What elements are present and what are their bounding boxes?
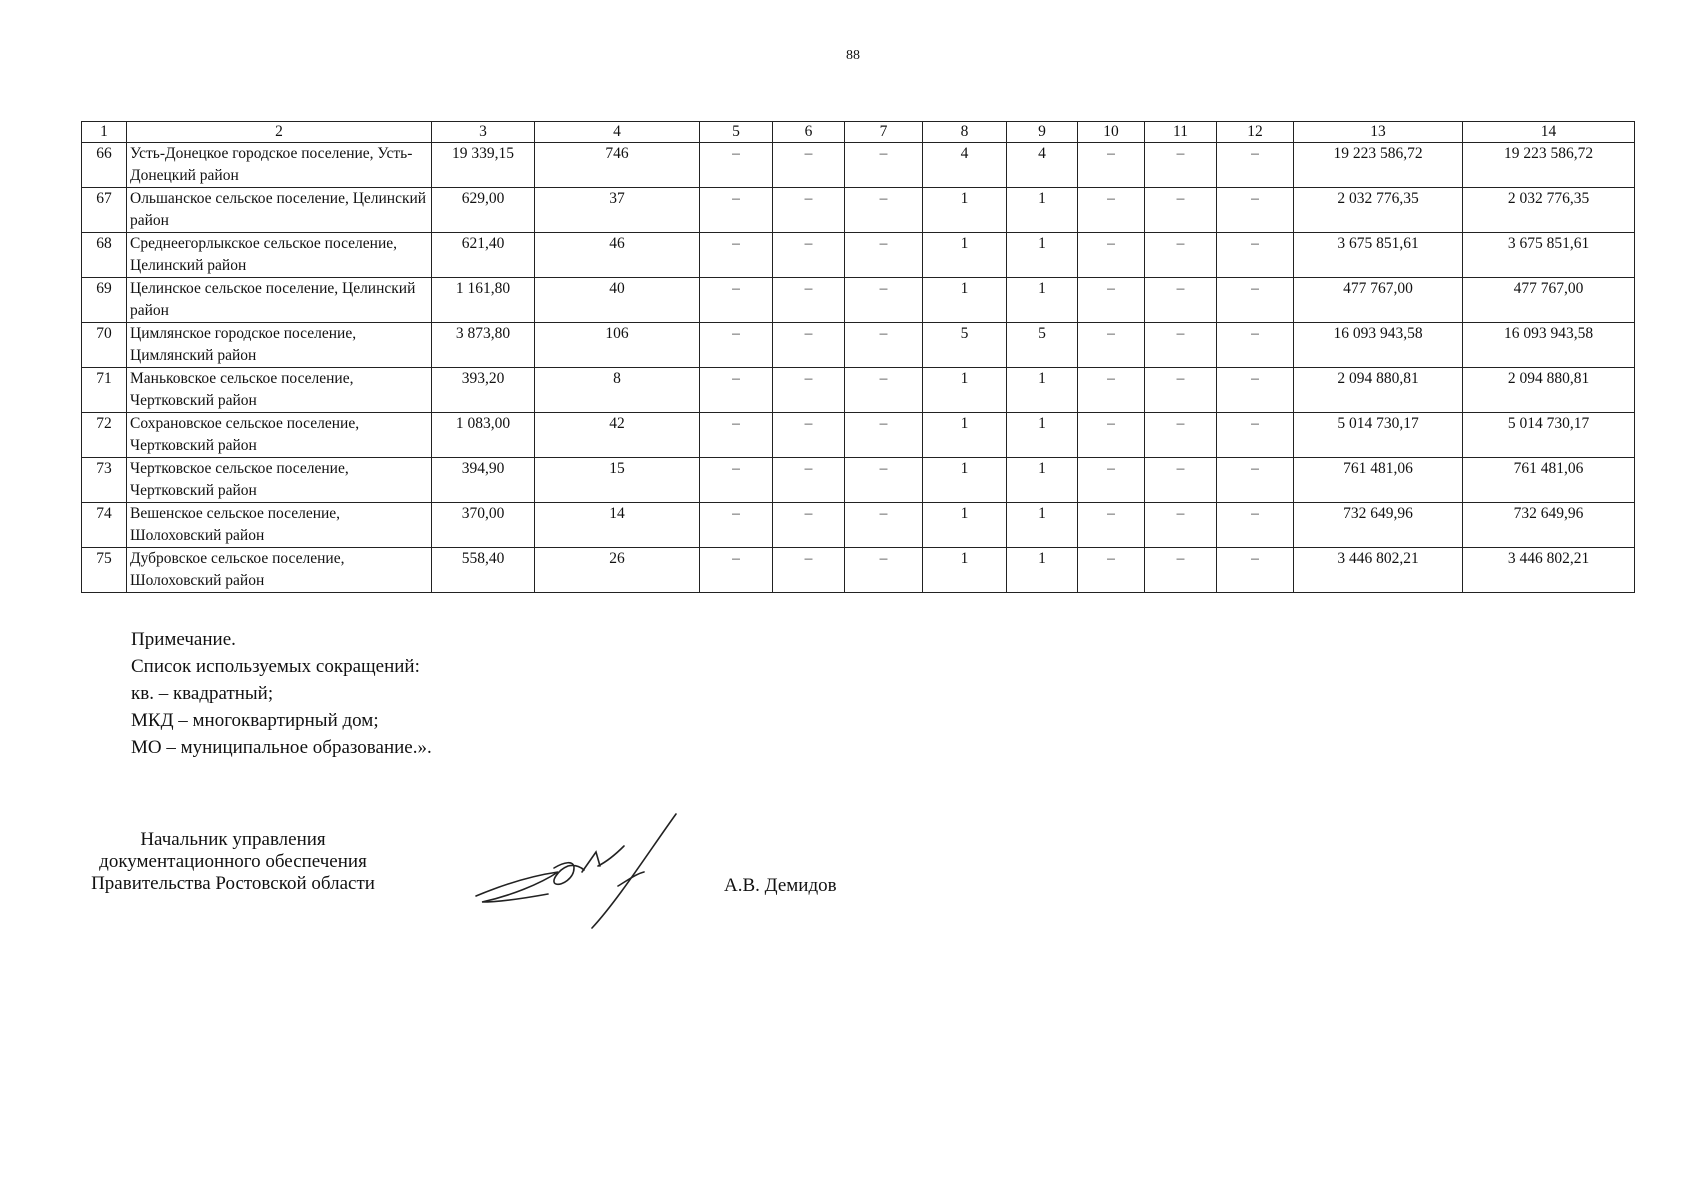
note-line: кв. – квадратный; [131,683,274,704]
table-cell: 4 [1007,143,1078,188]
municipality-name-cell: Сохрановское сельское поселение, Чертковский район [127,413,432,458]
table-cell: 19 339,15 [432,143,535,188]
table-cell: 732 649,96 [1294,503,1463,548]
table-cell: 15 [535,458,700,503]
table-cell: – [700,413,773,458]
table-cell: 746 [535,143,700,188]
municipality-name-cell: Целинское сельское поселение, Целинский район [127,278,432,323]
table-cell: – [700,458,773,503]
table-cell: – [773,323,845,368]
table-cell: – [845,143,923,188]
table-cell: 1 [1007,503,1078,548]
table-cell: – [1078,458,1145,503]
table-cell: – [1145,413,1217,458]
table-cell: 761 481,06 [1463,458,1635,503]
table-cell: 16 093 943,58 [1294,323,1463,368]
table-cell: – [773,413,845,458]
table-cell: 3 675 851,61 [1463,233,1635,278]
table-cell: – [1217,188,1294,233]
table-cell: – [1078,278,1145,323]
table-cell: 19 223 586,72 [1463,143,1635,188]
table-cell: 393,20 [432,368,535,413]
table-cell: 477 767,00 [1463,278,1635,323]
column-header: 11 [1145,122,1217,143]
table-cell: – [700,503,773,548]
signature-icon [470,810,690,930]
page-number: 88 [846,48,860,63]
table-cell: 558,40 [432,548,535,593]
table-cell: – [700,548,773,593]
table-row [82,278,1635,323]
column-header: 9 [1007,122,1078,143]
table-cell: – [773,233,845,278]
table-cell: 1 [923,233,1007,278]
table-cell: – [773,548,845,593]
table-cell: 1 [1007,458,1078,503]
table-cell: – [845,368,923,413]
table-cell: 1 [923,413,1007,458]
table-cell: 1 [923,278,1007,323]
table-cell: 1 [923,548,1007,593]
table-cell: – [1078,413,1145,458]
table-cell: 5 014 730,17 [1294,413,1463,458]
data-table [81,121,1635,593]
table-body [82,143,1635,593]
table-cell: 1 083,00 [432,413,535,458]
table-cell: 16 093 943,58 [1463,323,1635,368]
row-number-cell: 71 [82,368,127,413]
row-number-cell: 73 [82,458,127,503]
table-header-row [82,122,1635,143]
table-row [82,458,1635,503]
table-cell: – [773,188,845,233]
municipality-name-cell: Ольшанское сельское поселение, Целинский район [127,188,432,233]
table-cell: – [845,548,923,593]
signatory-title-line: Начальник управления [140,829,326,850]
table-cell: – [773,368,845,413]
signatory-name: А.В. Демидов [724,875,837,896]
table-cell: – [845,323,923,368]
table-cell: – [1145,233,1217,278]
column-header: 13 [1294,122,1463,143]
table-cell: – [1145,278,1217,323]
municipality-name-cell: Дубровское сельское поселение, Шолоховский район [127,548,432,593]
table-cell: 370,00 [432,503,535,548]
table-cell: 106 [535,323,700,368]
table-cell: 2 032 776,35 [1463,188,1635,233]
table-cell: – [1145,368,1217,413]
table-cell: – [1217,278,1294,323]
table-row [82,368,1635,413]
table-cell: 1 [923,368,1007,413]
table-cell: 1 [923,188,1007,233]
note-block [131,626,432,761]
table-cell: – [700,278,773,323]
row-number-cell: 72 [82,413,127,458]
row-number-cell: 68 [82,233,127,278]
handwritten-signature [470,810,690,935]
table-cell: – [773,503,845,548]
table-cell: – [1145,458,1217,503]
municipality-name-cell: Цимлянское городское поселение, Цимлянский район [127,323,432,368]
table-cell: 1 [1007,413,1078,458]
table-cell: 3 446 802,21 [1463,548,1635,593]
column-header: 7 [845,122,923,143]
table-cell: 5 014 730,17 [1463,413,1635,458]
table-cell: – [845,413,923,458]
table-cell: – [1217,368,1294,413]
table-cell: 3 675 851,61 [1294,233,1463,278]
table-cell: – [845,278,923,323]
table-cell: 2 094 880,81 [1463,368,1635,413]
table-row [82,548,1635,593]
column-header: 2 [127,122,432,143]
table-cell: – [1078,188,1145,233]
table-cell: 477 767,00 [1294,278,1463,323]
table-cell: 629,00 [432,188,535,233]
table-cell: 3 873,80 [432,323,535,368]
table-cell: 40 [535,278,700,323]
table-row [82,188,1635,233]
table-cell: 4 [923,143,1007,188]
table-cell: – [1217,503,1294,548]
table-cell: 732 649,96 [1463,503,1635,548]
table-cell: 1 161,80 [432,278,535,323]
table-row [82,503,1635,548]
table-row [82,233,1635,278]
table-row [82,413,1635,458]
column-header: 1 [82,122,127,143]
municipality-name-cell: Чертковское сельское поселение, Чертковский район [127,458,432,503]
table-cell: 1 [923,458,1007,503]
table-cell: 621,40 [432,233,535,278]
table-cell: – [1078,368,1145,413]
column-header: 10 [1078,122,1145,143]
table-cell: 19 223 586,72 [1294,143,1463,188]
note-line: Список используемых сокращений: [131,656,420,677]
table-cell: 5 [1007,323,1078,368]
table-row [82,143,1635,188]
table-cell: 46 [535,233,700,278]
signatory-title [79,829,387,895]
table-cell: – [773,458,845,503]
table-cell: 1 [923,503,1007,548]
table-cell: 14 [535,503,700,548]
table-cell: – [700,188,773,233]
column-header: 14 [1463,122,1635,143]
note-line: МКД – многоквартирный дом; [131,710,379,731]
row-number-cell: 75 [82,548,127,593]
municipality-name-cell: Среднеегорлыкское сельское поселение, Целинский район [127,233,432,278]
table-cell: – [1145,143,1217,188]
signatory-title-line: Правительства Ростовской области [91,873,375,894]
table-cell: – [845,458,923,503]
table-cell: – [1217,458,1294,503]
table-cell: – [845,188,923,233]
table-cell: – [1078,503,1145,548]
row-number-cell: 69 [82,278,127,323]
table-cell: 37 [535,188,700,233]
note-line: МО – муниципальное образование.». [131,737,432,758]
table-cell: 5 [923,323,1007,368]
table-cell: – [1078,233,1145,278]
table-cell: – [700,368,773,413]
table-cell: – [1217,413,1294,458]
table-cell: – [1217,233,1294,278]
table-cell: – [845,503,923,548]
municipality-name-cell: Усть-Донецкое городское поселение, Усть-Донецкий район [127,143,432,188]
table-row [82,323,1635,368]
table-cell: 26 [535,548,700,593]
signatory-title-line: документационного обеспечения [99,851,367,872]
table-cell: 394,90 [432,458,535,503]
table-cell: 8 [535,368,700,413]
column-header: 5 [700,122,773,143]
row-number-cell: 66 [82,143,127,188]
table-cell: – [845,233,923,278]
row-number-cell: 70 [82,323,127,368]
table-cell: – [1217,323,1294,368]
table-cell: – [773,143,845,188]
note-title: Примечание. [131,629,236,650]
column-header: 4 [535,122,700,143]
table-cell: 1 [1007,278,1078,323]
table-cell: 1 [1007,188,1078,233]
column-header: 12 [1217,122,1294,143]
table-cell: 42 [535,413,700,458]
column-header: 3 [432,122,535,143]
table-cell: 1 [1007,368,1078,413]
column-header: 6 [773,122,845,143]
column-header: 8 [923,122,1007,143]
table-cell: – [1217,143,1294,188]
table-cell: – [1145,188,1217,233]
table-cell: – [1145,548,1217,593]
table-cell: – [700,233,773,278]
municipality-name-cell: Вешенское сельское поселение, Шолоховский район [127,503,432,548]
table-cell: – [1145,503,1217,548]
table-cell: – [700,143,773,188]
row-number-cell: 74 [82,503,127,548]
municipality-name-cell: Маньковское сельское поселение, Чертковский район [127,368,432,413]
table-cell: 2 094 880,81 [1294,368,1463,413]
table-cell: – [1217,548,1294,593]
table-cell: 1 [1007,548,1078,593]
table-cell: – [1078,143,1145,188]
table-cell: 3 446 802,21 [1294,548,1463,593]
table-cell: 2 032 776,35 [1294,188,1463,233]
row-number-cell: 67 [82,188,127,233]
table-cell: – [1078,323,1145,368]
table-cell: – [773,278,845,323]
table-cell: 761 481,06 [1294,458,1463,503]
table-cell: 1 [1007,233,1078,278]
table-cell: – [700,323,773,368]
table-cell: – [1078,548,1145,593]
table-cell: – [1145,323,1217,368]
